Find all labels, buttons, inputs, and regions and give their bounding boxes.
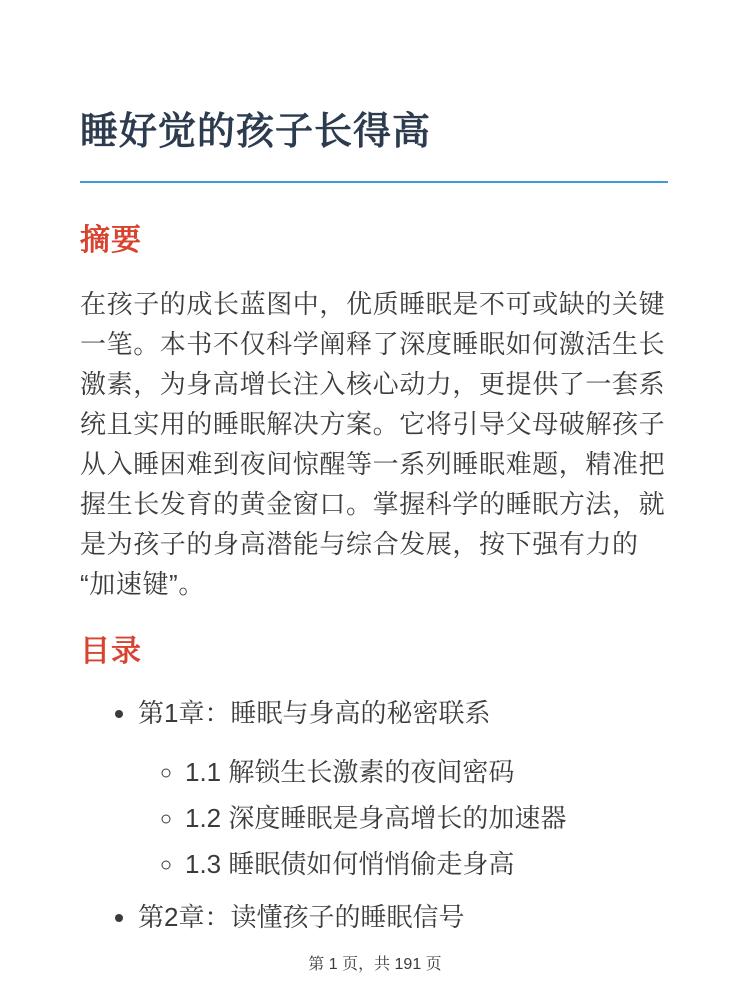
toc-section-1-2: ◦ 1.2 深度睡眠是身高增长的加速器: [185, 803, 668, 834]
toc-chapter-2: [138, 902, 668, 933]
toc-chapter-2-label: 第2章：读懂孩子的睡眠信号: [138, 902, 465, 933]
toc-chapter-1-label: 第1章：睡眠与身高的秘密联系: [138, 698, 491, 729]
abstract-heading: 摘要: [80, 224, 142, 258]
abstract-paragraph: 在孩子的成长蓝图中，优质睡眠是不可或缺的关键一笔。本书不仅科学阐释了深度睡眠如何激活生长激素，为身高增长注入核心动力，更提供了一套系统且实用的睡眠解决方案。它将引导父母破解孩子从入睡困难到夜间惊醒等一系列睡眠难题，精准把握生长发育的黄金窗口。掌握科学的睡眠方法，就是为孩子的身高潜能与综合发展，按下强有力的“加速键”。: [80, 289, 666, 600]
toc-list: [80, 698, 668, 933]
toc-chapter-1: [138, 698, 668, 880]
toc-heading: 目录: [80, 635, 142, 669]
toc-section-1-1: ◦ 1.1 解锁生长激素的夜间密码: [185, 757, 668, 788]
toc-sublist-chapter-1: [138, 757, 668, 880]
title-divider: [80, 181, 668, 183]
page-title: 睡好觉的孩子长得高: [80, 111, 432, 153]
page-number-indicator: 第 1 页，共 191 页: [308, 956, 442, 973]
toc-section-1-3: ◦ 1.3 睡眠债如何悄悄偷走身高: [185, 849, 668, 880]
